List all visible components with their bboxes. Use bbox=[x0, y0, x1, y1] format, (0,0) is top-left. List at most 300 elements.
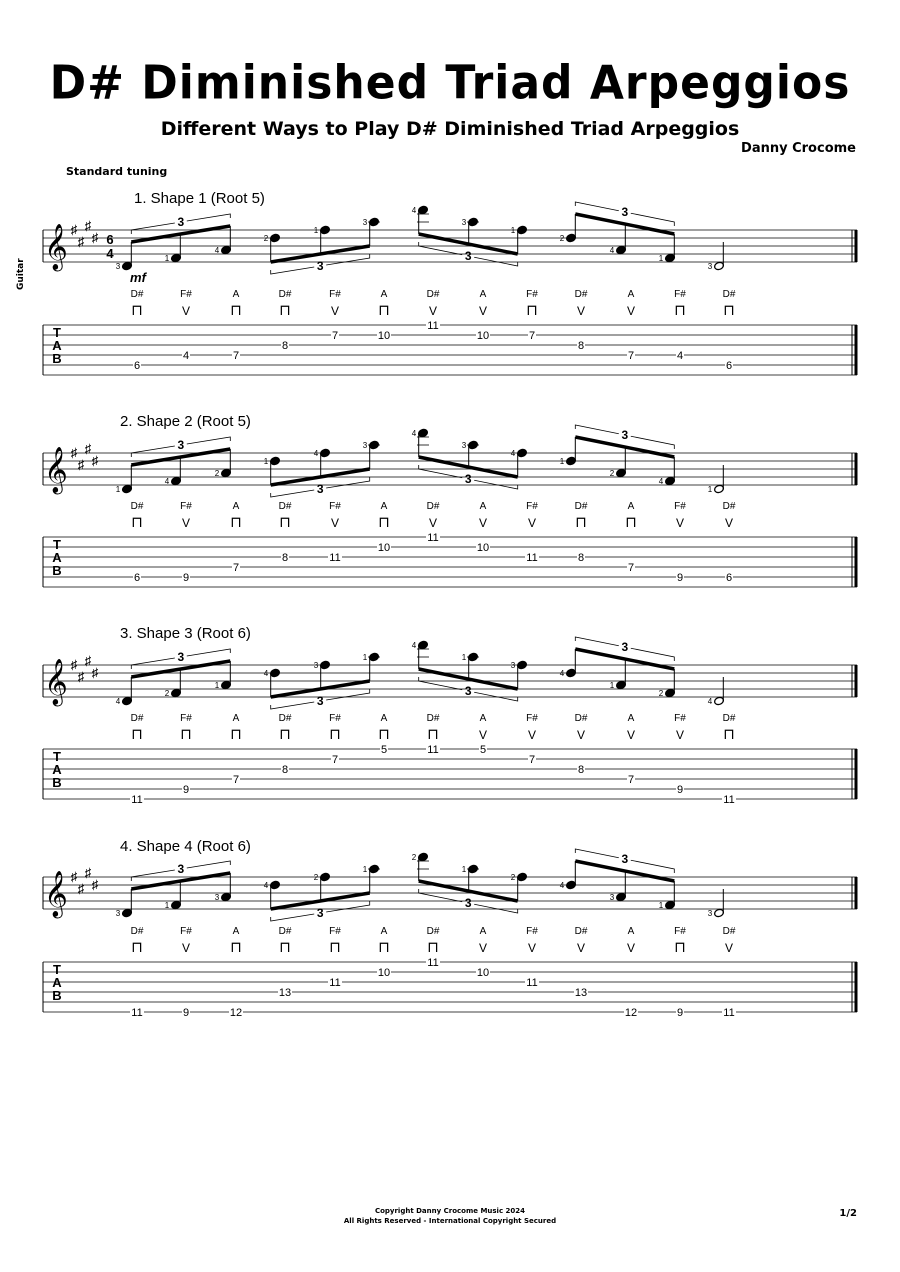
note-head bbox=[665, 253, 676, 262]
note-name-label: A bbox=[380, 713, 388, 724]
footer bbox=[0, 1206, 900, 1226]
tuplet-number: 3 bbox=[621, 205, 629, 219]
tuning-label: Standard tuning bbox=[66, 165, 168, 178]
tuplet-bracket bbox=[271, 914, 315, 921]
note-name-label: F# bbox=[329, 926, 341, 937]
tab-fret-number: 11 bbox=[329, 977, 341, 989]
tab-fret-number: 4 bbox=[182, 350, 190, 362]
key-signature-sharp-icon: ♯ bbox=[84, 218, 92, 233]
tab-clef-letter: B bbox=[52, 988, 62, 1003]
fingering-number: 4 bbox=[313, 449, 319, 458]
note-name-label: D# bbox=[426, 926, 440, 937]
fingering-number: 3 bbox=[115, 262, 121, 271]
fingering-number: 3 bbox=[362, 441, 368, 450]
tab-fret-number: 13 bbox=[574, 987, 588, 999]
upstroke-icon: V bbox=[675, 728, 685, 742]
note-head bbox=[171, 253, 182, 262]
tab-fret-number: 6 bbox=[133, 360, 141, 372]
downstroke-icon: ⊓ bbox=[526, 302, 538, 319]
note-head bbox=[418, 205, 429, 214]
tab-fret-number: 9 bbox=[182, 784, 190, 796]
note-head bbox=[221, 680, 232, 689]
note-head bbox=[517, 660, 528, 669]
downstroke-icon: ⊓ bbox=[279, 514, 291, 531]
key-signature-sharp-icon: ♯ bbox=[70, 869, 78, 884]
key-signature-sharp-icon: ♯ bbox=[84, 865, 92, 880]
note-name-label: A bbox=[232, 501, 240, 512]
note-head bbox=[171, 476, 182, 485]
tuplet-bracket bbox=[131, 658, 175, 669]
note-head bbox=[517, 872, 528, 881]
downstroke-icon: ⊓ bbox=[230, 302, 242, 319]
note-name-label: D# bbox=[574, 289, 588, 300]
upstroke-icon: V bbox=[527, 728, 537, 742]
tuplet-bracket bbox=[575, 425, 619, 434]
tab-fret-number: 12 bbox=[229, 1007, 243, 1019]
note-name-label: D# bbox=[278, 501, 292, 512]
downstroke-icon: ⊓ bbox=[427, 939, 439, 956]
note-head bbox=[566, 668, 577, 677]
tuplet-bracket bbox=[326, 254, 370, 265]
tuplet-number: 3 bbox=[316, 906, 324, 920]
upstroke-icon: V bbox=[527, 941, 537, 955]
system-label-2: 2. Shape 2 (Root 5) bbox=[120, 413, 251, 430]
note-name-label: A bbox=[627, 289, 635, 300]
note-name-label: A bbox=[232, 289, 240, 300]
instrument-label: Guitar bbox=[16, 258, 26, 290]
tuplet-number: 3 bbox=[464, 684, 472, 698]
note-name-label: D# bbox=[722, 289, 736, 300]
fingering-number: 3 bbox=[115, 909, 121, 918]
tab-clef-letter: A bbox=[52, 762, 62, 777]
tab-fret-number: 7 bbox=[627, 774, 635, 786]
note-name-label: F# bbox=[674, 501, 686, 512]
tuplet-number: 3 bbox=[621, 428, 629, 442]
tuplet-bracket bbox=[271, 490, 315, 497]
tab-clef-letter: T bbox=[53, 962, 61, 977]
note-head bbox=[468, 440, 479, 449]
note-name-label: F# bbox=[674, 926, 686, 937]
fingering-number: 1 bbox=[164, 901, 170, 910]
fingering-number: 4 bbox=[411, 429, 417, 438]
fingering-number: 1 bbox=[115, 485, 121, 494]
note-head bbox=[221, 245, 232, 254]
fingering-number: 1 bbox=[263, 457, 269, 466]
tab-fret-number: 11 bbox=[329, 552, 341, 564]
fingering-number: 2 bbox=[609, 469, 615, 478]
note-name-label: D# bbox=[574, 926, 588, 937]
fingering-number: 4 bbox=[263, 881, 269, 890]
tab-fret-number: 10 bbox=[476, 967, 490, 979]
note-name-label: D# bbox=[722, 713, 736, 724]
tuplet-bracket bbox=[187, 214, 231, 221]
tab-fret-number: 11 bbox=[526, 977, 538, 989]
downstroke-icon: ⊓ bbox=[674, 302, 686, 319]
note-name-label: F# bbox=[526, 713, 538, 724]
tab-fret-number: 10 bbox=[476, 542, 490, 554]
key-signature-sharp-icon: ♯ bbox=[91, 665, 99, 680]
tab-fret-number: 8 bbox=[281, 340, 289, 352]
tuplet-bracket bbox=[575, 849, 619, 858]
note-head bbox=[369, 864, 380, 873]
tuplet-bracket bbox=[575, 202, 619, 211]
note-name-label: D# bbox=[426, 289, 440, 300]
tab-fret-number: 6 bbox=[133, 572, 141, 584]
note-name-label: D# bbox=[426, 713, 440, 724]
fingering-number: 3 bbox=[362, 218, 368, 227]
note-name-label: F# bbox=[180, 501, 192, 512]
note-head bbox=[616, 468, 627, 477]
treble-clef-icon: 𝄞 bbox=[44, 872, 68, 916]
tab-fret-number: 7 bbox=[232, 774, 240, 786]
tab-clef-letter: A bbox=[52, 338, 62, 353]
downstroke-icon: ⊓ bbox=[329, 939, 341, 956]
fingering-number: 1 bbox=[461, 865, 467, 874]
downstroke-icon: ⊓ bbox=[279, 726, 291, 743]
downstroke-icon: ⊓ bbox=[378, 302, 390, 319]
tab-fret-number: 7 bbox=[232, 562, 240, 574]
downstroke-icon: ⊓ bbox=[378, 726, 390, 743]
fingering-number: 1 bbox=[313, 226, 319, 235]
note-name-label: D# bbox=[574, 713, 588, 724]
note-name-label: D# bbox=[426, 501, 440, 512]
downstroke-icon: ⊓ bbox=[427, 726, 439, 743]
tab-fret-number: 5 bbox=[479, 744, 487, 756]
tab-fret-number: 9 bbox=[676, 1007, 684, 1019]
note-name-label: F# bbox=[674, 289, 686, 300]
fingering-number: 3 bbox=[461, 218, 467, 227]
fingering-number: 3 bbox=[510, 661, 516, 670]
note-head bbox=[566, 233, 577, 242]
downstroke-icon: ⊓ bbox=[279, 302, 291, 319]
tuplet-bracket bbox=[187, 649, 231, 656]
tab-fret-number: 10 bbox=[377, 542, 391, 554]
fingering-number: 1 bbox=[510, 226, 516, 235]
upstroke-icon: V bbox=[478, 728, 488, 742]
note-head bbox=[221, 892, 232, 901]
note-name-label: D# bbox=[130, 926, 144, 937]
fingering-number: 4 bbox=[510, 449, 516, 458]
tuplet-number: 3 bbox=[316, 694, 324, 708]
tab-clef-letter: B bbox=[52, 563, 62, 578]
note-head bbox=[665, 688, 676, 697]
note-name-label: D# bbox=[722, 501, 736, 512]
note-head bbox=[566, 880, 577, 889]
tuplet-bracket bbox=[631, 860, 675, 873]
tuplet-number: 3 bbox=[621, 640, 629, 654]
fingering-number: 4 bbox=[164, 477, 170, 486]
note-name-label: D# bbox=[130, 501, 144, 512]
tuplet-bracket bbox=[631, 648, 675, 661]
upstroke-icon: V bbox=[478, 304, 488, 318]
fingering-number: 1 bbox=[164, 254, 170, 263]
note-name-label: F# bbox=[180, 289, 192, 300]
upstroke-icon: V bbox=[626, 728, 636, 742]
fingering-number: 2 bbox=[559, 234, 565, 243]
tab-fret-number: 6 bbox=[725, 572, 733, 584]
fingering-number: 4 bbox=[115, 697, 121, 706]
tuplet-bracket bbox=[631, 213, 675, 226]
key-signature-sharp-icon: ♯ bbox=[91, 453, 99, 468]
note-name-label: A bbox=[380, 289, 388, 300]
tab-fret-number: 7 bbox=[331, 330, 339, 342]
key-signature-sharp-icon: ♯ bbox=[77, 881, 85, 896]
time-signature-top: 6 bbox=[106, 232, 114, 247]
key-signature-sharp-icon: ♯ bbox=[91, 230, 99, 245]
downstroke-icon: ⊓ bbox=[180, 726, 192, 743]
tab-fret-number: 8 bbox=[577, 340, 585, 352]
note-head bbox=[369, 440, 380, 449]
note-head bbox=[517, 448, 528, 457]
fingering-number: 1 bbox=[214, 681, 220, 690]
upstroke-icon: V bbox=[675, 516, 685, 530]
downstroke-icon: ⊓ bbox=[230, 726, 242, 743]
tab-fret-number: 8 bbox=[281, 764, 289, 776]
tab-fret-number: 11 bbox=[526, 552, 538, 564]
note-name-label: D# bbox=[278, 926, 292, 937]
note-head bbox=[714, 908, 725, 917]
note-name-label: D# bbox=[278, 713, 292, 724]
fingering-number: 1 bbox=[461, 653, 467, 662]
key-signature-sharp-icon: ♯ bbox=[70, 657, 78, 672]
upstroke-icon: V bbox=[724, 516, 734, 530]
downstroke-icon: ⊓ bbox=[131, 514, 143, 531]
note-name-label: A bbox=[380, 501, 388, 512]
note-name-label: A bbox=[479, 289, 487, 300]
downstroke-icon: ⊓ bbox=[329, 726, 341, 743]
upstroke-icon: V bbox=[576, 941, 586, 955]
page-subtitle: Different Ways to Play D# Diminished Triad Arpeggios bbox=[160, 118, 740, 140]
note-name-label: F# bbox=[180, 926, 192, 937]
fingering-number: 1 bbox=[658, 901, 664, 910]
tab-fret-number: 12 bbox=[624, 1007, 638, 1019]
note-name-label: F# bbox=[526, 926, 538, 937]
note-name-label: D# bbox=[722, 926, 736, 937]
downstroke-icon: ⊓ bbox=[131, 939, 143, 956]
note-head bbox=[468, 652, 479, 661]
tuplet-number: 3 bbox=[621, 852, 629, 866]
tuplet-number: 3 bbox=[316, 259, 324, 273]
note-name-label: F# bbox=[329, 289, 341, 300]
tab-clef-letter: A bbox=[52, 975, 62, 990]
note-head bbox=[418, 428, 429, 437]
note-head bbox=[714, 696, 725, 705]
fingering-number: 4 bbox=[658, 477, 664, 486]
note-name-label: D# bbox=[574, 501, 588, 512]
note-head bbox=[616, 892, 627, 901]
fingering-number: 4 bbox=[559, 881, 565, 890]
fingering-number: 1 bbox=[609, 681, 615, 690]
fingering-number: 4 bbox=[214, 246, 220, 255]
note-name-label: F# bbox=[674, 713, 686, 724]
note-name-label: F# bbox=[329, 713, 341, 724]
note-name-label: F# bbox=[526, 501, 538, 512]
fingering-number: 3 bbox=[609, 893, 615, 902]
treble-clef-icon: 𝄞 bbox=[44, 225, 68, 269]
tuplet-number: 3 bbox=[464, 249, 472, 263]
tab-fret-number: 9 bbox=[182, 1007, 190, 1019]
tuplet-bracket bbox=[326, 477, 370, 488]
upstroke-icon: V bbox=[181, 516, 191, 530]
note-head bbox=[369, 652, 380, 661]
note-head bbox=[616, 245, 627, 254]
note-head bbox=[320, 660, 331, 669]
note-head bbox=[369, 217, 380, 226]
tab-fret-number: 8 bbox=[281, 552, 289, 564]
tuplet-bracket bbox=[419, 889, 463, 902]
tab-clef-letter: T bbox=[53, 325, 61, 340]
tuplet-bracket bbox=[419, 677, 463, 690]
tab-fret-number: 7 bbox=[232, 350, 240, 362]
tab-fret-number: 7 bbox=[627, 562, 635, 574]
note-name-label: A bbox=[232, 926, 240, 937]
fingering-number: 1 bbox=[362, 865, 368, 874]
note-name-label: A bbox=[479, 713, 487, 724]
note-head bbox=[418, 852, 429, 861]
fingering-number: 3 bbox=[313, 661, 319, 670]
tab-clef-letter: T bbox=[53, 537, 61, 552]
upstroke-icon: V bbox=[576, 728, 586, 742]
downstroke-icon: ⊓ bbox=[378, 939, 390, 956]
note-head bbox=[270, 668, 281, 677]
tab-fret-number: 7 bbox=[331, 754, 339, 766]
note-head bbox=[616, 680, 627, 689]
key-signature-sharp-icon: ♯ bbox=[91, 877, 99, 892]
tab-clef-letter: B bbox=[52, 351, 62, 366]
key-signature-sharp-icon: ♯ bbox=[77, 669, 85, 684]
downstroke-icon: ⊓ bbox=[723, 302, 735, 319]
system-label-4: 4. Shape 4 (Root 6) bbox=[120, 838, 251, 855]
tab-fret-number: 11 bbox=[427, 320, 439, 332]
key-signature-sharp-icon: ♯ bbox=[77, 457, 85, 472]
tuplet-number: 3 bbox=[177, 650, 185, 664]
note-name-label: A bbox=[627, 926, 635, 937]
tuplet-bracket bbox=[631, 436, 675, 449]
time-signature-bottom: 4 bbox=[106, 246, 114, 261]
tab-fret-number: 10 bbox=[377, 967, 391, 979]
downstroke-icon: ⊓ bbox=[723, 726, 735, 743]
tab-fret-number: 8 bbox=[577, 764, 585, 776]
tab-fret-number: 9 bbox=[676, 784, 684, 796]
fingering-number: 1 bbox=[362, 653, 368, 662]
fingering-number: 2 bbox=[263, 234, 269, 243]
tab-fret-number: 10 bbox=[476, 330, 490, 342]
downstroke-icon: ⊓ bbox=[131, 726, 143, 743]
tuplet-bracket bbox=[326, 689, 370, 700]
tab-fret-number: 4 bbox=[676, 350, 684, 362]
tab-fret-number: 10 bbox=[377, 330, 391, 342]
key-signature-sharp-icon: ♯ bbox=[84, 653, 92, 668]
note-head bbox=[270, 233, 281, 242]
key-signature-sharp-icon: ♯ bbox=[84, 441, 92, 456]
tuplet-number: 3 bbox=[464, 896, 472, 910]
key-signature-sharp-icon: ♯ bbox=[70, 445, 78, 460]
note-head bbox=[171, 900, 182, 909]
tuplet-bracket bbox=[131, 870, 175, 881]
downstroke-icon: ⊓ bbox=[230, 939, 242, 956]
tuplet-bracket bbox=[326, 901, 370, 912]
tab-fret-number: 8 bbox=[577, 552, 585, 564]
downstroke-icon: ⊓ bbox=[378, 514, 390, 531]
tab-clef-letter: T bbox=[53, 749, 61, 764]
tab-fret-number: 7 bbox=[627, 350, 635, 362]
tab-fret-number: 11 bbox=[131, 1007, 143, 1019]
upstroke-icon: V bbox=[428, 304, 438, 318]
note-head bbox=[566, 456, 577, 465]
note-head bbox=[320, 872, 331, 881]
downstroke-icon: ⊓ bbox=[575, 514, 587, 531]
tuplet-bracket bbox=[131, 446, 175, 457]
fingering-number: 1 bbox=[559, 457, 565, 466]
tab-fret-number: 6 bbox=[725, 360, 733, 372]
downstroke-icon: ⊓ bbox=[279, 939, 291, 956]
tuplet-bracket bbox=[187, 861, 231, 868]
tab-clef-letter: A bbox=[52, 550, 62, 565]
downstroke-icon: ⊓ bbox=[131, 302, 143, 319]
note-head bbox=[122, 484, 133, 493]
fingering-number: 2 bbox=[658, 689, 664, 698]
tuplet-bracket bbox=[187, 437, 231, 444]
fingering-number: 3 bbox=[707, 909, 713, 918]
treble-clef-icon: 𝄞 bbox=[44, 448, 68, 492]
note-name-label: F# bbox=[180, 713, 192, 724]
fingering-number: 2 bbox=[214, 469, 220, 478]
note-head bbox=[122, 908, 133, 917]
fingering-number: 4 bbox=[707, 697, 713, 706]
tab-fret-number: 11 bbox=[723, 794, 735, 806]
note-name-label: D# bbox=[130, 713, 144, 724]
fingering-number: 2 bbox=[510, 873, 516, 882]
key-signature-sharp-icon: ♯ bbox=[77, 234, 85, 249]
tab-fret-number: 11 bbox=[427, 957, 439, 969]
note-name-label: D# bbox=[278, 289, 292, 300]
tab-fret-number: 11 bbox=[723, 1007, 735, 1019]
fingering-number: 2 bbox=[313, 873, 319, 882]
note-head bbox=[418, 640, 429, 649]
system-label-1: 1. Shape 1 (Root 5) bbox=[134, 190, 265, 207]
note-head bbox=[468, 864, 479, 873]
fingering-number: 2 bbox=[164, 689, 170, 698]
fingering-number: 4 bbox=[559, 669, 565, 678]
tab-fret-number: 11 bbox=[427, 532, 439, 544]
fingering-number: 4 bbox=[411, 641, 417, 650]
note-head bbox=[270, 456, 281, 465]
tuplet-number: 3 bbox=[177, 215, 185, 229]
note-head bbox=[171, 688, 182, 697]
tab-fret-number: 13 bbox=[278, 987, 292, 999]
upstroke-icon: V bbox=[478, 941, 488, 955]
tab-fret-number: 9 bbox=[182, 572, 190, 584]
note-name-label: D# bbox=[130, 289, 144, 300]
upstroke-icon: V bbox=[428, 516, 438, 530]
downstroke-icon: ⊓ bbox=[625, 514, 637, 531]
note-head bbox=[122, 696, 133, 705]
tuplet-bracket bbox=[271, 267, 315, 274]
note-name-label: A bbox=[380, 926, 388, 937]
fingering-number: 4 bbox=[263, 669, 269, 678]
key-signature-sharp-icon: ♯ bbox=[70, 222, 78, 237]
tuplet-bracket bbox=[419, 242, 463, 255]
upstroke-icon: V bbox=[330, 304, 340, 318]
rights-line: All Rights Reserved - International Copyright Secured bbox=[343, 1217, 557, 1225]
note-head bbox=[468, 217, 479, 226]
tuplet-bracket bbox=[131, 223, 175, 234]
downstroke-icon: ⊓ bbox=[230, 514, 242, 531]
tuplet-number: 3 bbox=[464, 472, 472, 486]
tab-fret-number: 7 bbox=[528, 330, 536, 342]
note-name-label: F# bbox=[526, 289, 538, 300]
note-head bbox=[714, 261, 725, 270]
